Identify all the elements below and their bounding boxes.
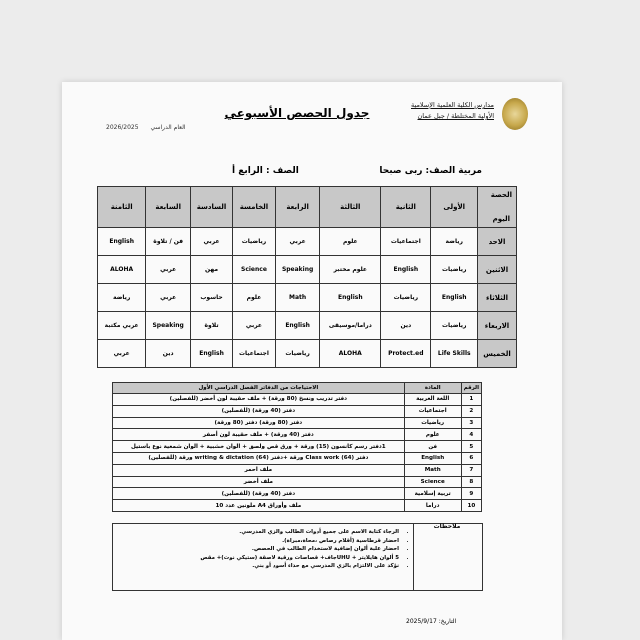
year-value: 2026/2025 bbox=[106, 124, 139, 131]
row-subject: English bbox=[404, 452, 461, 464]
schedule-cell: English bbox=[381, 256, 431, 284]
col-subject: المادة bbox=[404, 383, 461, 394]
row-need: دفتر (40 ورقة) (للفصلين) bbox=[113, 488, 405, 500]
note-item: • احضار علبة ألوان إضافية لاستخدام الطالب في الحصص. bbox=[119, 545, 399, 554]
row-subject: تربية إسلامية bbox=[404, 488, 461, 500]
schedule-cell: علوم bbox=[233, 284, 276, 312]
row-subject: فن bbox=[404, 441, 461, 453]
page-title: جدول الحصص الأسبوعي bbox=[224, 106, 370, 120]
schedule-cell: Life Skills bbox=[431, 340, 478, 368]
period-header: الثالثة bbox=[320, 187, 381, 228]
corner-day: اليوم bbox=[492, 215, 510, 223]
supplies-row bbox=[113, 417, 482, 429]
row-subject: اللغة العربية bbox=[404, 394, 461, 406]
notes-list bbox=[113, 524, 413, 571]
row-number: 10 bbox=[461, 500, 481, 512]
period-header: السابعة bbox=[146, 187, 191, 228]
note-item: • الرجاء كتابة الاسم على جميع أدوات الطالب والزي المدرسي. bbox=[119, 528, 399, 537]
school-line1: مدارس الكلية العلمية الإسلامية bbox=[411, 101, 494, 109]
row-number: 2 bbox=[461, 405, 481, 417]
row-number: 1 bbox=[461, 394, 481, 406]
period-header: الثانية bbox=[381, 187, 431, 228]
schedule-cell: عربي bbox=[146, 256, 191, 284]
date-value: 2025/9/17 bbox=[406, 618, 437, 625]
period-header: الخامسة bbox=[233, 187, 276, 228]
schedule-cell: دراما/موسيقى bbox=[320, 312, 381, 340]
supplies-row bbox=[113, 488, 482, 500]
period-header: السادسة bbox=[191, 187, 233, 228]
corner-cell bbox=[478, 187, 517, 228]
day-cell: الثلاثاء bbox=[478, 284, 517, 312]
row-need: 1دفتر رسم كانسون (15) ورقة + ورق قص ولصق + الوان خشبية + الوان شمعية نوع باستيل bbox=[113, 441, 405, 453]
class-name: الصف : الرابع أ bbox=[232, 166, 299, 176]
row-number: 6 bbox=[461, 452, 481, 464]
row-subject: علوم bbox=[404, 429, 461, 441]
schedule-cell: عربي bbox=[275, 228, 320, 256]
schedule-cell: رياضة bbox=[98, 284, 146, 312]
row-need: دفتر (40 ورقة) (للفصلين) bbox=[113, 405, 405, 417]
row-subject: دراما bbox=[404, 500, 461, 512]
note-item: • نؤكد على الالتزام بالزي المدرسي مع حذاء أسود أو بني. bbox=[119, 562, 399, 571]
schedule-row bbox=[98, 284, 517, 312]
schedule-row bbox=[98, 228, 517, 256]
schedule-cell: دين bbox=[146, 340, 191, 368]
row-need: دفتر (80 ورقة) دفتر (80 ورقة) bbox=[113, 417, 405, 429]
corner-period: الحصة bbox=[490, 191, 512, 199]
row-number: 7 bbox=[461, 464, 481, 476]
supplies-row bbox=[113, 452, 482, 464]
schedule-row bbox=[98, 340, 517, 368]
period-header: الأولى bbox=[431, 187, 478, 228]
academic-year bbox=[106, 124, 196, 131]
notes-label-box bbox=[412, 523, 483, 591]
row-number: 5 bbox=[461, 441, 481, 453]
document-page bbox=[62, 82, 562, 640]
schedule-cell: Protect.ed bbox=[381, 340, 431, 368]
schedule-row bbox=[98, 256, 517, 284]
row-subject: رياضيات bbox=[404, 417, 461, 429]
supplies-table bbox=[112, 382, 482, 512]
row-number: 9 bbox=[461, 488, 481, 500]
year-label: العام الدراسي bbox=[150, 124, 186, 131]
day-cell: الاربعاء bbox=[478, 312, 517, 340]
schedule-cell: English bbox=[320, 284, 381, 312]
day-cell: الاثنين bbox=[478, 256, 517, 284]
schedule-cell: علوم bbox=[320, 228, 381, 256]
schedule-cell: رياضيات bbox=[431, 256, 478, 284]
schedule-cell: رياضيات bbox=[233, 228, 276, 256]
row-number: 4 bbox=[461, 429, 481, 441]
row-number: 8 bbox=[461, 476, 481, 488]
schedule-cell: رياضيات bbox=[381, 284, 431, 312]
row-subject: اجتماعيات bbox=[404, 405, 461, 417]
schedule-cell: English bbox=[431, 284, 478, 312]
notes-box bbox=[112, 523, 414, 591]
schedule-cell: عربي مكتبة bbox=[98, 312, 146, 340]
supplies-row bbox=[113, 405, 482, 417]
row-need: دفتر (40 ورقة) + ملف حقيبة لون أصفر bbox=[113, 429, 405, 441]
schedule-cell: اجتماعيات bbox=[381, 228, 431, 256]
schedule-cell: عربي bbox=[191, 228, 233, 256]
supplies-row bbox=[113, 476, 482, 488]
supplies-row bbox=[113, 394, 482, 406]
school-name bbox=[384, 100, 494, 122]
schedule-cell: دين bbox=[381, 312, 431, 340]
schedule-cell: Speaking bbox=[146, 312, 191, 340]
row-need: ملف أخضر bbox=[113, 476, 405, 488]
schedule-cell: حاسوب bbox=[191, 284, 233, 312]
row-need: ملف وأوراق A4 ملونين عدد 10 bbox=[113, 500, 405, 512]
supplies-row bbox=[113, 441, 482, 453]
schedule-cell: Speaking bbox=[275, 256, 320, 284]
schedule-cell: Science bbox=[233, 256, 276, 284]
schedule-cell: English bbox=[98, 228, 146, 256]
schedule-cell: ALOHA bbox=[98, 256, 146, 284]
schedule-cell: عربي bbox=[233, 312, 276, 340]
col-number: الرقم bbox=[461, 383, 481, 394]
schedule-cell: اجتماعيات bbox=[233, 340, 276, 368]
class-teacher: مربية الصف: ربى صبحا bbox=[379, 166, 482, 176]
row-number: 3 bbox=[461, 417, 481, 429]
schedule-cell: English bbox=[275, 312, 320, 340]
schedule-cell: علوم مختبر bbox=[320, 256, 381, 284]
row-subject: Math bbox=[404, 464, 461, 476]
schedule-cell: رياضيات bbox=[275, 340, 320, 368]
period-header: الثامنة bbox=[98, 187, 146, 228]
schedule-cell: English bbox=[191, 340, 233, 368]
date-label: التاريخ: bbox=[438, 618, 457, 625]
schedule-header-row bbox=[98, 187, 517, 228]
school-line2: الأولية المختلطة / جبل عمان bbox=[417, 112, 494, 120]
row-subject: Science bbox=[404, 476, 461, 488]
supplies-row bbox=[113, 500, 482, 512]
notes-label: ملاحظات bbox=[433, 523, 461, 530]
schedule-cell: مهن bbox=[191, 256, 233, 284]
supplies-row bbox=[113, 464, 482, 476]
schedule-cell: فن / تلاوة bbox=[146, 228, 191, 256]
schedule-cell: عربي bbox=[146, 284, 191, 312]
col-needs: الاحتياجات من الدفاتر الفصل الدراسي الأول bbox=[113, 383, 405, 394]
schedule-row bbox=[98, 312, 517, 340]
day-cell: الاحد bbox=[478, 228, 517, 256]
schedule-cell: عربي bbox=[98, 340, 146, 368]
schedule-cell: Math bbox=[275, 284, 320, 312]
supplies-header-row bbox=[113, 383, 482, 394]
school-logo-icon bbox=[502, 98, 528, 130]
schedule-cell: رياضيات bbox=[431, 312, 478, 340]
period-header: الرابعة bbox=[275, 187, 320, 228]
weekly-schedule-table bbox=[97, 186, 517, 368]
schedule-cell: ALOHA bbox=[320, 340, 381, 368]
supplies-row bbox=[113, 429, 482, 441]
schedule-cell: رياضة bbox=[431, 228, 478, 256]
note-item: • احضار قرطاسية (أقلام رصاص ،محاة،مبراة). bbox=[119, 537, 399, 546]
note-item: • 5 ألوان هايلايتر + UHUجاف+ قصاصات ورقية لاصقة (ستيكي نوت)+ مقص bbox=[119, 554, 399, 563]
row-need: دفتر تدريب ونسخ (80 ورقة) + ملف حقيبة لون أخضر (للفصلين) bbox=[113, 394, 405, 406]
document-date bbox=[406, 618, 456, 625]
row-need: دفتر Class work (64) ورقة +دفتر writing & dictation (64) ورقة (للفصلين) bbox=[113, 452, 405, 464]
schedule-cell: تلاوة bbox=[191, 312, 233, 340]
day-cell: الخميس bbox=[478, 340, 517, 368]
row-need: ملف احمر bbox=[113, 464, 405, 476]
